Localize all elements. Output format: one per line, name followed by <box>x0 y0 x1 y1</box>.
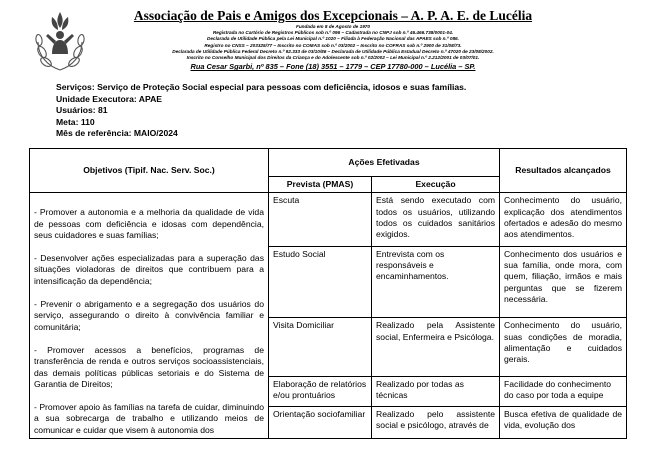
info-unidade: Unidade Executora: APAE <box>56 93 163 104</box>
letterhead-line: Inscrito no Conselho Municipal dos Direitos da Criança e do Adolescente sob n.º 02/2002 – Lei Municipal n.º 2.212/2001 de 03/07/01. <box>186 55 480 61</box>
organization-title: Associação de Pais e Amigos dos Excepcionais – A. P. A. E. de Lucélia <box>133 8 533 23</box>
prevista-cell: Estudo Social <box>269 246 372 318</box>
prevista-cell: Elaboração de relatórios e/ou prontuários <box>269 377 372 407</box>
resultado-cell: Conhecimento do usuário, suas condições de moradia, alimentação e cuidados gerais. <box>500 318 627 377</box>
info-meta: Meta: 110 <box>56 116 95 127</box>
objetivos-cell <box>30 193 269 439</box>
header-prevista: Prevista (PMAS) <box>269 177 372 193</box>
info-usuarios: Usuários: 81 <box>56 105 108 115</box>
report-info <box>56 82 616 140</box>
header-objetivos: Objetivos (Tipif. Nac. Serv. Soc.) <box>30 149 269 193</box>
objetivo-item: - Promover acessos a benefícios, programas de transferência de renda e outros serviços socioassistenciais, das demais políticas públicas setoriais e do Sistema de Garantia de Direitos; <box>34 344 264 389</box>
header-acoes-efetivadas: Ações Efetivadas <box>269 149 500 177</box>
objetivo-item: - Promover a autonomia e a melhoria da qualidade de vida de pessoas com deficiência e idosas com dependência, seus cuidadores e suas famílias; <box>34 207 264 240</box>
objetivo-item: - Promover apoio às famílias na tarefa de cuidar, diminuindo a sua sobrecarga de trabalho e utilizando meios de comunicar e cuidar que visem à autonomia dos <box>34 402 264 435</box>
organization-address: Rua Cesar Sgarbi, nº 835 – Fone (18) 3551 – 1779 – CEP 17780-000 – Lucélia – SP. <box>190 62 476 72</box>
resultado-cell: Conhecimento dos usuários e sua família, onde mora, com quem, filiação, irmãos e mais perguntas que se fizerem necessária. <box>500 246 627 318</box>
objetivo-item: - Desenvolver ações especializadas para a superação das situações violadoras de direitos que contribuem para a intensificação da dependência; <box>34 253 264 286</box>
objetivo-item: - Prevenir o abrigamento e a segregação dos usuários do serviço, assegurando o direito à convivência familiar e comunitária; <box>34 299 264 332</box>
header-execucao: Execução <box>372 177 500 193</box>
execucao-cell: Realizado pelo assistente social e psicólogo, através de <box>372 406 500 438</box>
letterhead <box>98 8 568 72</box>
resultado-cell: Facilidade do conhecimento do caso por toda a equipe <box>500 377 627 407</box>
letterhead-line: Declarada de Utilidade Pública Federal Decreto n.º 92.333 de 03/10/86 – Declarada de Utilidade Pública Estadual Decreto n.º 47020 de 23/08/2002. <box>172 48 494 54</box>
execucao-cell: Realizado pela Assistente social, Enfermeira e Psicóloga. <box>372 318 500 377</box>
resultado-cell: Conhecimento do usuário, explicação dos atendimentos ofertados e adesão do mesmo aos atendimentos. <box>500 193 627 247</box>
letterhead-line: Fundada em 8 de Agosto de 1970 <box>295 24 371 29</box>
letterhead-line: Registrada no Cartório de Registros Públicos sob n.º 096 – Cadastrada no CNPJ sob n.º 46.466.738/0001-04. <box>212 30 454 36</box>
info-mes-referencia: Mês de referência: MAIO/2024 <box>56 128 178 138</box>
execucao-cell: Entrevista com os responsáveis e encaminhamentos. <box>372 246 500 318</box>
apae-logo <box>30 8 90 74</box>
prevista-cell: Orientação sociofamiliar <box>269 406 372 438</box>
letterhead-line: Registro no CNSS – 203325/77 – Inscrito no COMAS sob n.º 03/2002 – Inscrito no COFRAS sob n.º 2900 de 31/08/73. <box>204 42 462 48</box>
actions-table <box>29 148 627 439</box>
info-servicos: Serviços: Serviço de Proteção Social especial para pessoas com deficiência, idosos e suas famílias. <box>56 82 467 92</box>
prevista-cell: Escuta <box>269 193 372 247</box>
execucao-cell: Está sendo executado com todos os usuários, utilizando todos os cuidados sanitários exigidos. <box>372 193 500 247</box>
prevista-cell: Visita Domiciliar <box>269 318 372 377</box>
letterhead-line: Declarada de Utilidade Pública pela Lei Municipal n.º 1020 – Filiada à Federação Nacional das APAES sob n.º 086. <box>207 36 459 42</box>
execucao-cell: Realizado por todas as técnicas <box>372 377 500 407</box>
header-resultados: Resultados alcançados <box>500 149 627 193</box>
resultado-cell: Busca efetiva de qualidade de vida, evolução dos <box>500 406 627 438</box>
